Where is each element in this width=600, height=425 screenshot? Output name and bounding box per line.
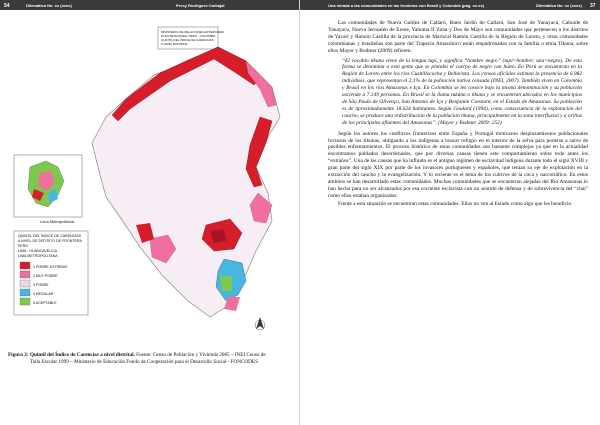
legend-label: 4 REGULAR: [33, 292, 54, 296]
southern-border-green: [220, 275, 232, 291]
body-paragraph: Las comunidades de Nueva Galilea de Callarú, Buen Jardín de Callarú, San José de Yanayacu, Cahuide de Yanayacu, Nueva Jerusalén de Erené, Yahuma II Zona y Dos de Mayo son comunidades que pertenecen a los distritos de Yavarí y Ramón Castilla de la provincia de Mariscal Ramón Castilla de la Región de Loreto, y otras comunidades colombianas y brasileñas son parte del Trapecio Amazónico están empadronadas con la familia o etnia Tikuna, sobre ellos Mayor y Bodmer (2009) refieren:: [328, 20, 588, 54]
figure-caption-label: Figura 2:: [8, 352, 29, 358]
legend-title-line: LIMA METROPOLITANA: [18, 254, 58, 258]
legend-label: 1 POBRE EXTREMO: [33, 265, 68, 269]
right-header-title: Una mirada a las comunidades en las fronteras con Brasil y Colombia (pág. xx-xx): [328, 3, 485, 8]
legend-title-line: QUINTIL DEL ÍNDICE DE CARENCIAS: [18, 234, 82, 238]
right-page-number: 37: [590, 2, 596, 9]
map-title-line: PLAN BINACIONAL PERÚ - COLOMBIA: [161, 34, 216, 38]
figure-caption-text: Fuente: Censo de Población y Vivienda 2005 – INEI Censo de Talla Escolar 1999 – Ministerio de Educación Fondo de Cooperación para el Desarrollo Social - FONCODES: [30, 352, 266, 365]
map-title-line: MINISTERIO DE RELACIONES EXTERIORES: [161, 30, 224, 34]
right-journal-name: Dilemática No. xx (xxxx): [536, 3, 582, 8]
figure-caption: [8, 352, 270, 366]
peru-map: [10, 25, 290, 343]
legend-title-line: PERÚ: [18, 244, 28, 248]
legend-swatch: [20, 298, 30, 305]
right-page: [300, 0, 600, 425]
legend-label: 3 POBRE: [33, 283, 49, 287]
body-paragraph: Frente a esta situación se encuentran estas comunidades. Ellos no ven al Estado como algo que les beneficie.: [338, 200, 573, 207]
north-arrow-icon: [255, 317, 265, 330]
lima-inset-label: Lima Metropolitana: [40, 219, 75, 224]
map-title-line: QUINTIL DEL ÍNDICE DE CARENCIAS: [161, 38, 214, 42]
map-title-line: A NIVEL DISTRITAL: [161, 42, 189, 46]
left-journal-name: Dilemática No. xx (xxxx): [26, 3, 72, 8]
left-page-header: [0, 0, 299, 10]
block-quote: “El vocablo tikuna viene de la lengua tupí, y significa “hombre negro” (tapi=hombre; una=negro). De esta forma se denomina a esta gente que se pintaba el cuerpo de negro con huito. En Perú se encuentran en la Región de Loreto entre los ríos Cushillococha y Bellavista. Los censos oficiales estiman la presencia de 6.982 individuos, que representan el 2,1% de la población nativa censada (INEI, 2007). También viven en Colombia y Brasil en los ríos Amazonas e Iça. En Colombia se les conoce bajo la misma denominación y su población asciende a 7.149 personas. En Brasil se la llama tukúna o tikuna y se encuentran ubicados en los municipios de São Paulo de Olivença, San Antonio de Iça y Benjamin Constant, en el Estado de Amazonas. Su población es de aproximadamente 18.624 habitantes. Según Goulard (1994), como consecuencia de la explotación del caucho, se produce una redistribución de la población tikuna, principalmente en la zona interfluvial y a orillas de los principales afluentes del Amazonas”. (Mayor y Bodmer 2009: 252): [342, 57, 582, 126]
figure-caption-title: Quintil del Índice de Carencias a nivel distrital.: [30, 352, 135, 358]
district-map-figure: [10, 25, 290, 343]
right-page-header: [300, 0, 600, 10]
legend-swatch: [20, 262, 30, 269]
legend-swatch: [20, 271, 30, 278]
legend-label: 5 ACEPTABLE: [33, 301, 57, 305]
article-body: [328, 20, 588, 209]
legend-swatch: [20, 289, 30, 296]
legend-title-line: LIMA - HUANCAVELICA: [18, 249, 58, 253]
left-author-name: Percy Rodríguez Carbajal: [176, 3, 225, 8]
legend-title-line: A NIVEL DE DISTRITO DE FRONTERA: [18, 239, 82, 243]
body-paragraph: Según los autores los conflictos fronterizos entre España y Portugal motivaron desplazamientos poblacionales forzosos de los tikunas, obligando a los indígenas a buscar refugio en el interior de la selva para ponerse a salvo de posibles enfrentamientos. El proceso histórico de estas comunidades son bastante complejas ya que en la actualidad encontramos poblados desordenados, que por diversas causas tienen este comportamiento sobre todo antes los “extraños”. Una de las causas que ha influido es el antiguo régimen de esclavitud indígena durante todo el siglo XVIII y gran parte del siglo XIX por parte de los invasores portugueses y españoles, que tenían su eje de explotación en la extracción del caucho y la evangelización. Y lo reciente es el tema de los cultivos de la coca y narcotráfico. En estos ámbitos se han desarrollado estas comunidades. Muchas comunidades que se encuentran alejadas del Río Amazonas lo han hecho para no ser alcanzados por esa corriente esclavista con un sentido de defensa y de sobrevivencia del “clan” como ellos estaban organizados.: [328, 130, 588, 199]
legend-label: 2 MUY POBRE: [33, 274, 58, 278]
left-page-number: 54: [4, 2, 10, 9]
legend-swatch: [20, 280, 30, 287]
